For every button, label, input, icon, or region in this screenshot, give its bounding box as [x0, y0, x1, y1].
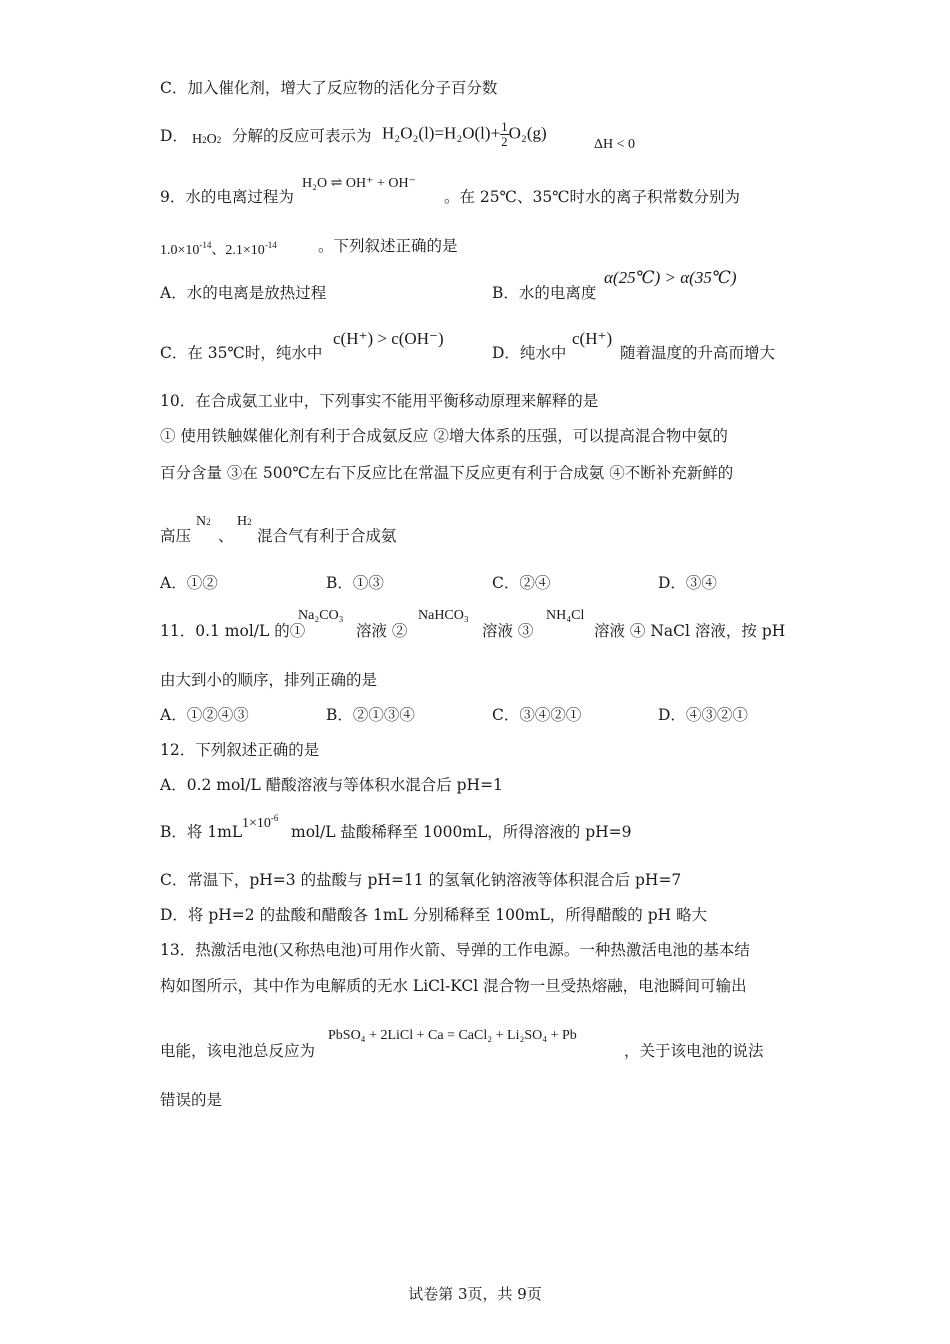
q12-option-c: C．常温下，pH=3 的盐酸与 pH=11 的氢氧化钠溶液等体积混合后 pH=7: [160, 871, 682, 889]
q9-stem-b: 。在 25℃、35℃时水的离子积常数分别为: [444, 188, 741, 206]
page-footer: 试卷第 3页，共 9页: [408, 1285, 542, 1303]
q13-line-3-b: ，关于该电池的说法: [624, 1042, 764, 1060]
q11-nh4cl: NH₄Cl: [546, 608, 585, 623]
q11-nahco3: NaHCO₃: [418, 608, 469, 623]
q9-option-d-b: 随着温度的升高而增大: [620, 344, 776, 362]
q9-stem-a: 9．水的电离过程为: [160, 188, 294, 206]
q10-line-2: ① 使用铁触媒催化剂有利于合成氨反应 ②增大体系的压强，可以提高混合物中氨的: [160, 427, 728, 445]
q10-h2-formula: H2: [237, 514, 252, 529]
q13-reaction-equation: PbSO₄ + 2LiCl + Ca = CaCl₂ + Li₂SO₄ + Pb: [328, 1028, 577, 1043]
q11-line-2: 由大到小的顺序，排列正确的是: [160, 671, 378, 689]
q8-option-d-text: 分解的反应可表示为: [232, 127, 372, 145]
q11-stem-a: 11．0.1 mol/L 的①: [160, 622, 306, 640]
q9-option-a: A．水的电离是放热过程: [160, 284, 327, 302]
q11-option-a: A．①②④③: [160, 706, 249, 724]
q10-n2-formula: N2: [196, 514, 211, 529]
q9-ionization-equation: H₂O ⇌ OH⁺ + OH⁻: [302, 176, 416, 191]
q10-line-4-b: 混合气有利于合成氨: [257, 527, 397, 545]
q12-option-b-formula: $1\times 10^{-6}$: [242, 813, 279, 831]
q13-line-4: 错误的是: [160, 1091, 223, 1109]
q13-line-1: 13．热激活电池(又称热电池)可用作火箭、导弹的工作电源。一种热激活电池的基本结: [160, 941, 750, 959]
q9-stem-c: 。下列叙述正确的是: [318, 237, 458, 255]
q11-option-b: B．②①③④: [326, 706, 415, 724]
q11-option-d: D．④③②①: [658, 706, 748, 724]
q8-h2o2-formula: H2O2: [192, 132, 222, 147]
q11-text-2: 溶液 ③: [482, 622, 534, 640]
q8-delta-h: ΔH < 0: [594, 137, 636, 152]
q9-option-b-formula: α(25℃) > α(35℃): [604, 268, 737, 287]
q10-separator: 、: [218, 527, 234, 545]
q9-option-c: C．在 35℃时，纯水中: [160, 344, 323, 362]
q9-option-d-formula: c(H⁺): [572, 329, 613, 348]
q12-stem: 12．下列叙述正确的是: [160, 741, 320, 759]
q10-line-3: 百分含量 ③在 500℃左右下反应比在常温下反应更有利于合成氨 ④不断补充新鲜的: [160, 464, 734, 482]
q12-option-d: D．将 pH=2 的盐酸和醋酸各 1mL 分别稀释至 100mL，所得醋酸的 pH 略大: [160, 906, 708, 924]
q12-option-b-b: mol/L 盐酸稀释至 1000mL，所得溶液的 pH=9: [291, 823, 632, 841]
one-half-fraction: $\frac{1}{2}$: [501, 119, 508, 149]
q11-text-1: 溶液 ②: [356, 622, 408, 640]
q10-option-c: C．②④: [492, 574, 551, 592]
q8-decomposition-equation: H₂O₂(l)=H₂O(l)+ $\frac{1}{2}$ O₂(g): [382, 119, 547, 149]
q13-line-2: 构如图所示，其中作为电解质的无水 LiCl-KCl 混合物一旦受热熔融，电池瞬间可输出: [160, 977, 747, 995]
q13-line-3-a: 电能，该电池总反应为: [160, 1042, 316, 1060]
q12-option-a: A．0.2 mol/L 醋酸溶液与等体积水混合后 pH=1: [160, 776, 503, 794]
q10-option-b: B．①③: [326, 574, 384, 592]
q11-text-3: 溶液 ④ NaCl 溶液，按 pH: [594, 622, 786, 640]
q9-option-c-formula: c(H⁺) > c(OH⁻): [333, 329, 444, 348]
q8-option-d-prefix: D．: [160, 127, 188, 145]
q8-option-c: C．加入催化剂，增大了反应物的活化分子百分数: [160, 79, 498, 97]
q10-stem: 10．在合成氨工业中，下列事实不能用平衡移动原理来解释的是: [160, 392, 599, 410]
q10-option-d: D．③④: [658, 574, 717, 592]
q11-na2co3: Na₂CO₃: [298, 608, 344, 623]
q12-option-b-a: B．将 1mL: [160, 823, 243, 841]
q9-kw-values: $1.0\times 10^{-14}$、$2.1\times 10^{-14}$: [160, 240, 277, 258]
q11-option-c: C．③④②①: [492, 706, 582, 724]
q10-option-a: A．①②: [160, 574, 218, 592]
q9-option-b: B．水的电离度: [492, 284, 597, 302]
q9-option-d-a: D．纯水中: [492, 344, 567, 362]
q10-line-4-a: 高压: [160, 527, 192, 545]
